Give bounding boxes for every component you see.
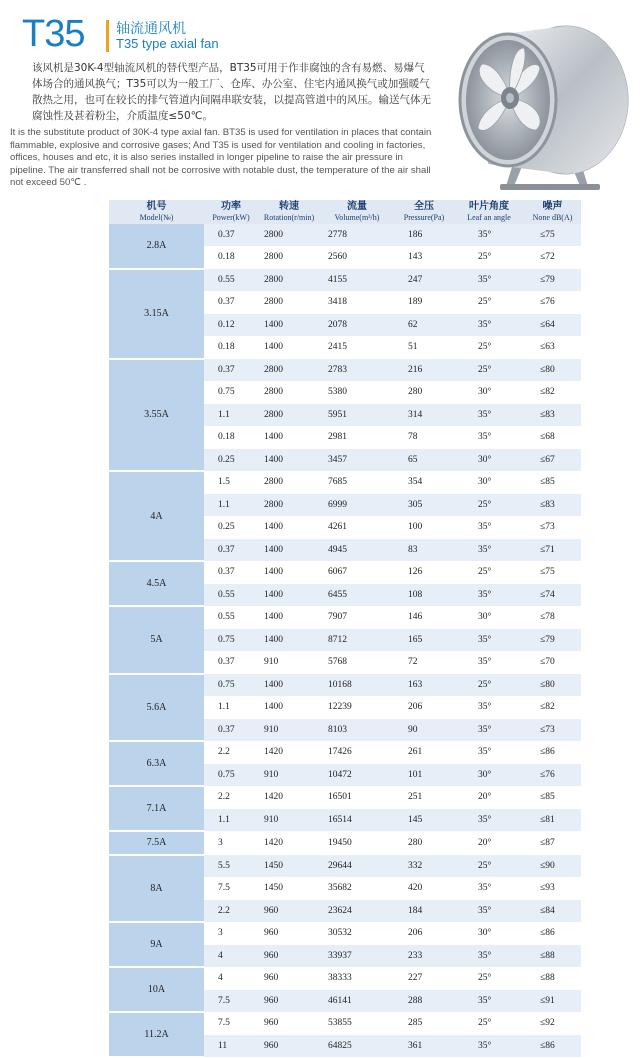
table-cell: 189 (394, 291, 454, 314)
table-cell: 0.37 (204, 224, 258, 246)
table-cell: 0.18 (204, 246, 258, 269)
table-cell: 11 (204, 1035, 258, 1058)
table-cell: 0.12 (204, 314, 258, 337)
table-row (109, 561, 581, 584)
table-cell: ≤88 (524, 945, 581, 968)
table-cell: 146 (394, 606, 454, 629)
table-cell: 53855 (320, 1012, 394, 1035)
table-cell: 35° (454, 584, 524, 607)
table-cell: ≤86 (524, 1035, 581, 1058)
table-cell: 1450 (258, 877, 320, 900)
table-cell: 285 (394, 1012, 454, 1035)
table-cell: ≤70 (524, 651, 581, 674)
table-cell: 1400 (258, 336, 320, 359)
table-cell: 25° (454, 674, 524, 697)
table-cell: 1450 (258, 855, 320, 878)
table-cell: 0.37 (204, 291, 258, 314)
table-cell: ≤88 (524, 967, 581, 990)
table-cell: 16501 (320, 786, 394, 809)
table-cell: ≤79 (524, 269, 581, 292)
table-cell: 2800 (258, 471, 320, 494)
table-cell: ≤74 (524, 584, 581, 607)
table-cell: 1420 (258, 786, 320, 809)
table-cell: 64825 (320, 1035, 394, 1058)
table-cell: 35° (454, 741, 524, 764)
table-cell: 35° (454, 404, 524, 427)
table-cell: ≤86 (524, 922, 581, 945)
table-cell: ≤85 (524, 471, 581, 494)
table-cell: 960 (258, 1012, 320, 1035)
table-cell: 0.55 (204, 269, 258, 292)
table-cell: 25° (454, 561, 524, 584)
table-cell: 1400 (258, 561, 320, 584)
table-cell: ≤76 (524, 291, 581, 314)
table-cell: 0.25 (204, 516, 258, 539)
table-cell: 25° (454, 359, 524, 382)
table-cell: 6999 (320, 494, 394, 517)
table-cell: 35° (454, 900, 524, 923)
table-cell: 247 (394, 269, 454, 292)
table-cell: ≤63 (524, 336, 581, 359)
table-cell: 2800 (258, 359, 320, 382)
table-row (109, 1012, 581, 1035)
table-cell: 1400 (258, 696, 320, 719)
table-cell: 62 (394, 314, 454, 337)
model-cell: 9A (109, 922, 204, 967)
table-cell: 3418 (320, 291, 394, 314)
table-cell: 2.2 (204, 900, 258, 923)
table-cell: 35° (454, 629, 524, 652)
table-cell: 23624 (320, 900, 394, 923)
table-cell: ≤91 (524, 990, 581, 1013)
table-cell: 2778 (320, 224, 394, 246)
table-cell: 960 (258, 900, 320, 923)
table-cell: 0.37 (204, 651, 258, 674)
table-cell: 35° (454, 516, 524, 539)
table-cell: 1400 (258, 426, 320, 449)
table-cell: 4945 (320, 539, 394, 562)
table-cell: 10472 (320, 764, 394, 787)
table-cell: 8103 (320, 719, 394, 742)
table-cell: 7685 (320, 471, 394, 494)
table-cell: 361 (394, 1035, 454, 1058)
table-cell: 4155 (320, 269, 394, 292)
model-code: T35 (22, 13, 85, 55)
table-cell: 1.1 (204, 494, 258, 517)
table-cell: 35° (454, 809, 524, 832)
table-cell: 90 (394, 719, 454, 742)
table-cell: ≤83 (524, 494, 581, 517)
table-cell: 0.75 (204, 381, 258, 404)
table-cell: 30° (454, 764, 524, 787)
table-cell: 261 (394, 741, 454, 764)
table-cell: 7.5 (204, 1012, 258, 1035)
table-row (109, 741, 581, 764)
table-cell: 30° (454, 606, 524, 629)
table-cell: 101 (394, 764, 454, 787)
model-cell: 5A (109, 606, 204, 674)
table-cell: 7.5 (204, 990, 258, 1013)
table-cell: 305 (394, 494, 454, 517)
table-row (109, 224, 581, 246)
table-cell: 2800 (258, 404, 320, 427)
table-cell: 35° (454, 426, 524, 449)
model-cell: 3.15A (109, 269, 204, 359)
table-cell: ≤75 (524, 561, 581, 584)
table-header-row (109, 200, 581, 224)
table-cell: 25° (454, 1012, 524, 1035)
model-cell: 4A (109, 471, 204, 561)
title-english: T35 type axial fan (116, 36, 219, 51)
header-pressure: 全压 Pressure(Pa) (394, 200, 454, 224)
table-cell: 0.37 (204, 561, 258, 584)
table-cell: 1.1 (204, 809, 258, 832)
table-cell: 960 (258, 922, 320, 945)
table-cell: 30° (454, 449, 524, 472)
table-cell: 35° (454, 314, 524, 337)
table-cell: 2800 (258, 494, 320, 517)
table-cell: ≤93 (524, 877, 581, 900)
model-cell: 11.2A (109, 1012, 204, 1057)
table-cell: 108 (394, 584, 454, 607)
table-cell: 0.55 (204, 606, 258, 629)
table-cell: 35° (454, 539, 524, 562)
table-cell: 38333 (320, 967, 394, 990)
table-cell: 35° (454, 877, 524, 900)
table-cell: 1400 (258, 584, 320, 607)
table-cell: 2800 (258, 291, 320, 314)
model-cell: 5.6A (109, 674, 204, 742)
table-cell: 0.25 (204, 449, 258, 472)
table-cell: 19450 (320, 831, 394, 855)
table-cell: 1400 (258, 606, 320, 629)
table-cell: 1420 (258, 831, 320, 855)
table-cell: 25° (454, 336, 524, 359)
header-volume: 流量 Volume(m³/h) (320, 200, 394, 224)
table-cell: 35682 (320, 877, 394, 900)
table-cell: 280 (394, 831, 454, 855)
table-cell: ≤67 (524, 449, 581, 472)
table-cell: 960 (258, 945, 320, 968)
table-cell: 206 (394, 696, 454, 719)
title-chinese: 轴流通风机 (116, 21, 186, 37)
table-cell: 100 (394, 516, 454, 539)
table-cell: 354 (394, 471, 454, 494)
table-cell: 2415 (320, 336, 394, 359)
table-row (109, 855, 581, 878)
table-cell: 5951 (320, 404, 394, 427)
table-cell: 143 (394, 246, 454, 269)
header-model: 机号 Model(№) (109, 200, 204, 224)
table-cell: 3457 (320, 449, 394, 472)
table-cell: 184 (394, 900, 454, 923)
table-cell: ≤68 (524, 426, 581, 449)
table-cell: 35° (454, 945, 524, 968)
table-cell: 2078 (320, 314, 394, 337)
table-cell: 5380 (320, 381, 394, 404)
table-cell: 0.37 (204, 539, 258, 562)
table-cell: 6067 (320, 561, 394, 584)
table-cell: 910 (258, 809, 320, 832)
table-cell: ≤72 (524, 246, 581, 269)
table-cell: 2800 (258, 224, 320, 246)
table-cell: 20° (454, 831, 524, 855)
table-row (109, 831, 581, 855)
table-cell: 251 (394, 786, 454, 809)
table-row (109, 967, 581, 990)
table-cell: 0.18 (204, 336, 258, 359)
table-cell: 280 (394, 381, 454, 404)
table-cell: 25° (454, 855, 524, 878)
table-cell: 0.75 (204, 764, 258, 787)
model-cell: 8A (109, 855, 204, 923)
table-cell: ≤79 (524, 629, 581, 652)
table-cell: 4 (204, 967, 258, 990)
table-cell: 216 (394, 359, 454, 382)
table-cell: 83 (394, 539, 454, 562)
model-cell: 6.3A (109, 741, 204, 786)
table-cell: 16514 (320, 809, 394, 832)
table-cell: 1.1 (204, 696, 258, 719)
table-cell: 72 (394, 651, 454, 674)
table-cell: 7.5 (204, 877, 258, 900)
table-cell: 10168 (320, 674, 394, 697)
table-cell: 2800 (258, 246, 320, 269)
table-cell: 126 (394, 561, 454, 584)
table-cell: 1400 (258, 629, 320, 652)
table-cell: 4261 (320, 516, 394, 539)
table-cell: 910 (258, 651, 320, 674)
table-cell: 960 (258, 1035, 320, 1058)
table-cell: 2.2 (204, 786, 258, 809)
table-cell: 6455 (320, 584, 394, 607)
table-cell: ≤85 (524, 786, 581, 809)
table-cell: ≤71 (524, 539, 581, 562)
table-row (109, 359, 581, 382)
table-body (109, 224, 581, 1057)
table-cell: 0.37 (204, 719, 258, 742)
model-cell: 7.5A (109, 831, 204, 855)
table-cell: ≤73 (524, 719, 581, 742)
table-cell: 1420 (258, 741, 320, 764)
table-cell: ≤82 (524, 696, 581, 719)
axial-fan-image (448, 18, 638, 194)
table-cell: ≤75 (524, 224, 581, 246)
table-cell: 3 (204, 922, 258, 945)
table-cell: 25° (454, 967, 524, 990)
table-cell: 0.75 (204, 629, 258, 652)
header-noise: 噪声 None dB(A) (524, 200, 581, 224)
table-cell: 7907 (320, 606, 394, 629)
table-cell: ≤76 (524, 764, 581, 787)
table-cell: ≤64 (524, 314, 581, 337)
table-cell: 2981 (320, 426, 394, 449)
table-cell: 35° (454, 269, 524, 292)
table-cell: 35° (454, 990, 524, 1013)
table-cell: 1400 (258, 516, 320, 539)
table-cell: 35° (454, 651, 524, 674)
table-cell: 78 (394, 426, 454, 449)
title-divider (106, 20, 109, 52)
model-cell: 3.55A (109, 359, 204, 472)
table-cell: 233 (394, 945, 454, 968)
model-cell: 4.5A (109, 561, 204, 606)
table-cell: 910 (258, 764, 320, 787)
model-cell: 10A (109, 967, 204, 1012)
table-cell: 25° (454, 494, 524, 517)
table-cell: 3 (204, 831, 258, 855)
table-cell: 145 (394, 809, 454, 832)
table-cell: 17426 (320, 741, 394, 764)
table-cell: ≤84 (524, 900, 581, 923)
table-cell: 35° (454, 1035, 524, 1058)
table-cell: 314 (394, 404, 454, 427)
model-cell: 2.8A (109, 224, 204, 269)
table-cell: 46141 (320, 990, 394, 1013)
table-cell: 1.1 (204, 404, 258, 427)
table-cell: 4 (204, 945, 258, 968)
table-cell: 65 (394, 449, 454, 472)
table-row (109, 471, 581, 494)
header-rotation: 转速 Rotation(r/min) (258, 200, 320, 224)
table-cell: 165 (394, 629, 454, 652)
table-cell: ≤86 (524, 741, 581, 764)
table-cell: 30° (454, 922, 524, 945)
description-chinese: 该风机是30K-4型轴流风机的替代型产品，BT35可用于作非腐蚀的含有易燃、易爆气体场合的通风换气；T35可以为一般工厂、仓库、办公室、住宅内通风换气或加强暖气散热之用，也可在较长的排气管道内间隔串联安装，以提高管道中的风压。输送气体无腐蚀性及甚着粉尘，介质温度≤50℃。 (32, 62, 431, 122)
table-cell: 227 (394, 967, 454, 990)
table-cell: 2800 (258, 381, 320, 404)
table-cell: 20° (454, 786, 524, 809)
table-cell: 2560 (320, 246, 394, 269)
table-cell: 0.75 (204, 674, 258, 697)
table-cell: ≤73 (524, 516, 581, 539)
table-cell: 163 (394, 674, 454, 697)
table-cell: 910 (258, 719, 320, 742)
table-cell: 186 (394, 224, 454, 246)
table-cell: 2800 (258, 269, 320, 292)
table-cell: 33937 (320, 945, 394, 968)
table-cell: 1400 (258, 539, 320, 562)
table-cell: ≤80 (524, 359, 581, 382)
table-row (109, 606, 581, 629)
table-cell: 35° (454, 719, 524, 742)
table-cell: 1400 (258, 449, 320, 472)
model-cell: 7.1A (109, 786, 204, 831)
table-cell: 288 (394, 990, 454, 1013)
table-cell: 206 (394, 922, 454, 945)
table-cell: ≤82 (524, 381, 581, 404)
table-cell: 30° (454, 471, 524, 494)
header-power: 功率 Power(kW) (204, 200, 258, 224)
header-leaf-angle: 叶片角度 Leaf an angle (454, 200, 524, 224)
table-cell: 30° (454, 381, 524, 404)
table-cell: 0.18 (204, 426, 258, 449)
table-cell: 1400 (258, 674, 320, 697)
specification-table (109, 200, 581, 1058)
table-row (109, 922, 581, 945)
table-row (109, 269, 581, 292)
table-cell: 25° (454, 291, 524, 314)
table-cell: ≤81 (524, 809, 581, 832)
table-cell: 0.37 (204, 359, 258, 382)
table-cell: 35° (454, 696, 524, 719)
table-cell: 25° (454, 246, 524, 269)
table-cell: 5.5 (204, 855, 258, 878)
table-cell: 1.5 (204, 471, 258, 494)
table-cell: 30532 (320, 922, 394, 945)
table-cell: 332 (394, 855, 454, 878)
table-cell: 12239 (320, 696, 394, 719)
table-row (109, 674, 581, 697)
table-cell: 29644 (320, 855, 394, 878)
table-cell: 960 (258, 990, 320, 1013)
table-cell: 2.2 (204, 741, 258, 764)
table-cell: ≤87 (524, 831, 581, 855)
table-cell: ≤92 (524, 1012, 581, 1035)
table-cell: 2783 (320, 359, 394, 382)
description-english: It is the substitute product of 30K-4 type axial fan. BT35 is used for ventilation in places that contain flammable, explosive and corrosive gases; And T35 is used for ventilation and cooling in factories, offices, houses and etc, it is also series installed in longer pipeline to raise the air pressure in pipeline. The air transferred shall not be corrosive with notable dust, the temperature of the air shall not exceed 50℃ . (10, 127, 432, 188)
table-cell: ≤90 (524, 855, 581, 878)
table-cell: 960 (258, 967, 320, 990)
table-cell: ≤83 (524, 404, 581, 427)
table-cell: 1400 (258, 314, 320, 337)
table-cell: 51 (394, 336, 454, 359)
table-cell: ≤78 (524, 606, 581, 629)
table-cell: ≤80 (524, 674, 581, 697)
table-cell: 5768 (320, 651, 394, 674)
table-cell: 8712 (320, 629, 394, 652)
table-cell: 0.55 (204, 584, 258, 607)
table-cell: 420 (394, 877, 454, 900)
table-row (109, 786, 581, 809)
table-cell: 35° (454, 224, 524, 246)
